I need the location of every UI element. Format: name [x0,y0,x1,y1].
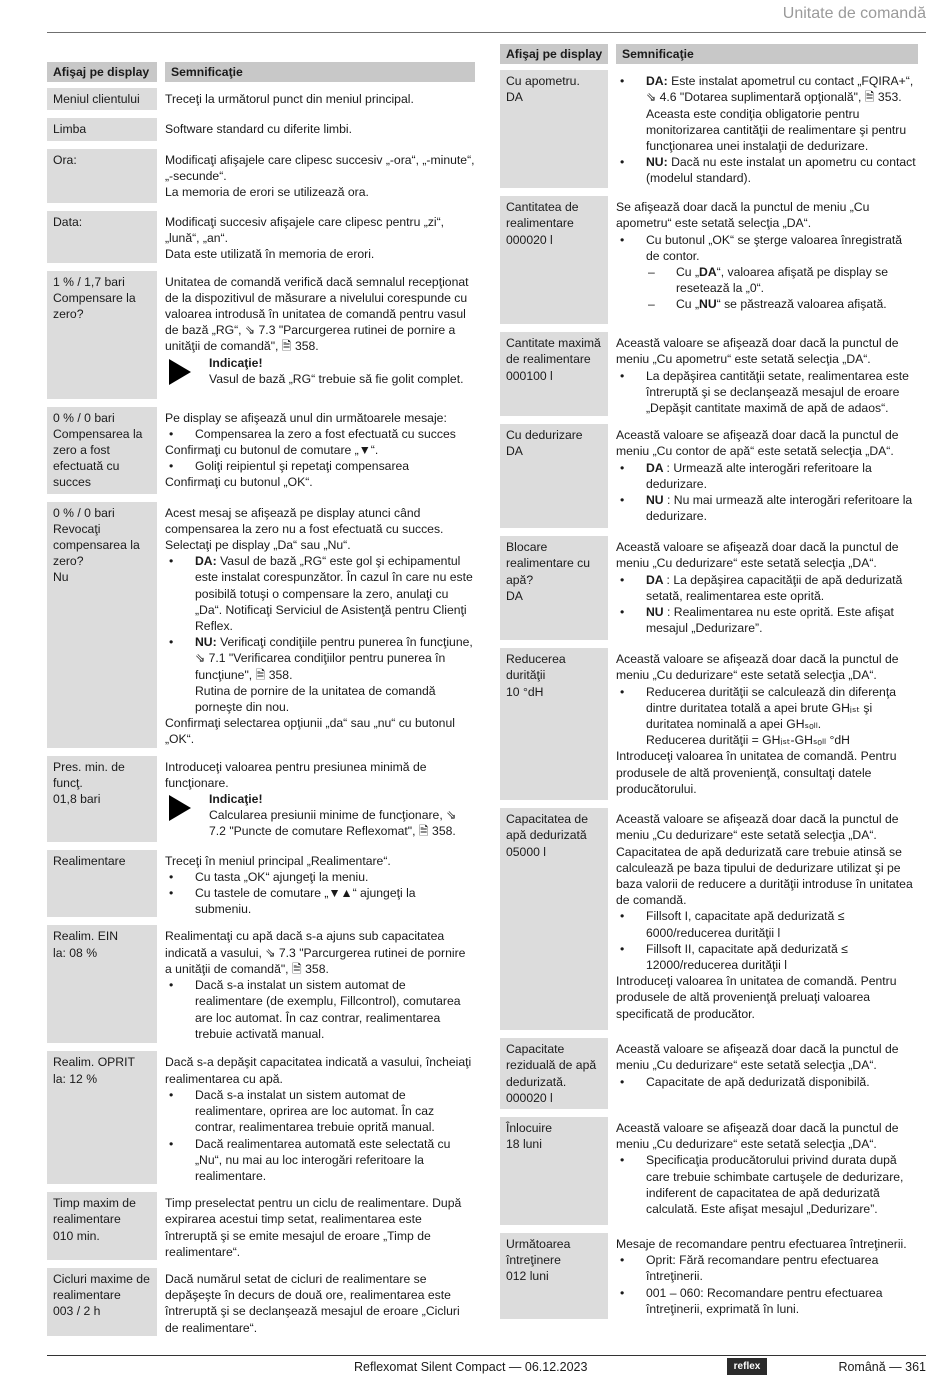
paragraph: Treceţi la următorul punct din meniul principal. [165,92,414,107]
bullet-icon: • [620,684,625,699]
paragraph: Confirmaţi cu butonul „OK“. [165,475,313,490]
table-row [500,424,918,528]
bullet-text: Dacă s-a instalat un sistem automat de realimentare (de exemplu, Fillcontrol), comutarea are loc automat. În caz contrar, realimentarea trebuie activată manual. [195,978,461,1041]
paragraph: Mesaje de recomandare pentru efectuarea întreţinerii. [616,1237,907,1252]
bullet-icon: • [620,1074,625,1089]
display-text: DA [506,90,523,105]
table-row [47,850,475,918]
table-row [500,1233,918,1319]
display-cell [47,502,157,748]
display-cell [500,648,608,800]
bullet-keyword: NU: [195,635,221,650]
display-text: Realim. EIN [53,929,119,944]
note-block [165,355,475,387]
display-text: la: 08 % [53,945,98,960]
dash-text: Cu „NU“ se păstrează valoarea afişată. [676,297,887,312]
bullet-icon: • [620,572,625,587]
paragraph: Dacă s-a depăşit capacitatea indicată a vasului, încheiaţi realimentarea cu apă. [165,1055,472,1086]
header-display-column: Afişaj pe display [500,44,608,64]
table-row [500,70,918,188]
left-table [47,62,475,1344]
display-text: Realim. OPRIT [53,1055,135,1070]
paragraph: Capacitatea de apă dedurizată care trebuie atinsă se calculează pe baza tipului de dedurizare utilizat şi pe baza valorii de reducere a durităţii introduse în unitatea de comandă. [616,844,913,908]
bullet-item [165,1136,475,1185]
bullet-item [165,458,475,474]
bullet-text: NU : Realimentarea nu este oprită. Este afişat mesajul „Dedurizare”. [646,605,894,636]
bullet-item [616,460,918,492]
bullet-item [616,232,918,264]
meaning-cell [608,196,918,324]
table-row [500,536,918,640]
table-row [47,118,475,140]
display-text: Cicluri maxime de realimentare [53,1271,150,1303]
display-cell [500,70,608,188]
bullet-text: 001 – 060: Recomandare pentru efectuarea întreţinerii, exprimată în luni. [646,1285,883,1316]
bullet-text: DA : La depăşirea capacităţii de apă dedurizată setată, realimentarea este oprită. [646,572,903,603]
table-row [47,1051,475,1184]
display-text: Data: [53,214,83,229]
meaning-cell [157,850,475,918]
meaning-cell [608,536,918,640]
bullet-text: DA: Este instalat apometrul cu contact „FQIRA+“, ⇘ 4.6 "Dotarea suplimentară opţională", 🗎 353. Aceasta este condiţia obligatorie pentru monitorizarea cantităţii de realimentare şi pentru funcţionarea unei instalaţii de dedurizare. [646,74,914,154]
bullet-icon: • [620,155,625,170]
display-cell [47,211,157,263]
display-cell [47,850,157,918]
bullet-icon: • [169,554,174,569]
bullet-icon: • [169,886,174,901]
display-text: Capacitatea de apă dedurizată [506,812,588,843]
display-cell [47,1268,157,1336]
bullet-item [616,572,918,604]
bullet-item [616,1074,918,1090]
bullet-item [165,634,475,683]
paragraph: Software standard cu diferite limbi. [165,122,352,137]
meaning-cell [157,1268,475,1336]
paragraph: Dacă numărul setat de cicluri de realimentare se depăşeşte în decurs de două ore, realimentarea este întreruptă şi se declanşează mesajul de eroare „Cicluri de realimentare“. [165,1271,460,1335]
display-text: 000100 l [506,368,553,383]
right-table [500,44,918,1327]
table-row [47,211,475,263]
bullet-icon: • [169,426,174,441]
display-text: Nu [53,570,69,585]
display-text: Limba [53,122,87,137]
table-row [47,1192,475,1260]
bullet-text: Dacă s-a instalat un sistem automat de realimentare, oprirea are loc automat. În caz contrar, realimentarea trebuie oprită manual. [195,1087,435,1135]
bullet-text: Goliţi reipientul şi repetaţi compensarea [195,459,410,474]
meaning-cell [608,332,918,416]
bullet-text: NU: Verificaţi condiţiile pentru punerea în funcţiune, ⇘ 7.1 "Verificarea condiţiilor pentru punerea în funcţiune", 🗎 358. [195,635,473,682]
display-cell [47,1192,157,1260]
display-text: 18 luni [506,1137,542,1152]
display-text: Compensarea la zero a fost efectuată cu succes [53,426,143,490]
dash-text: Cu „DA“, valoarea afişată pe display se resetează la „0“. [676,265,889,296]
paragraph: Această valoare se afişează doar dacă la punctul de meniu „Cu dedurizare“ este setată selecţia „DA“. [616,1121,899,1152]
paragraph: Confirmaţi selectarea opţiunii „da“ sau „nu“ cu butonul „OK“. [165,716,455,747]
display-text: Revocaţi compensarea la zero? [53,521,140,569]
paragraph: La memoria de erori se utilizează ora. [165,185,369,200]
bullet-text: NU : Nu mai urmează alte interogări referitoare la dedurizare. [646,493,913,524]
table-row [500,332,918,416]
paragraph: Introduceţi valoarea pentru presiunea minimă de funcţionare. [165,759,427,790]
bullet-keyword: DA: [646,74,672,89]
bullet-icon: • [620,1153,625,1168]
paragraph: Acest mesaj se afişează pe display atunci când compensarea la zero nu a fost efectuată cu succes. [165,505,444,536]
display-text: DA [506,588,523,603]
bullet-item [165,885,475,917]
paragraph: Confirmaţi cu butonul de comutare „▼“. [165,443,379,458]
bullet-icon: • [620,1285,625,1300]
meaning-cell [608,1038,918,1109]
display-cell [47,149,157,203]
meaning-cell [157,407,475,494]
bullet-icon: • [620,605,625,620]
bullet-text: DA : Urmează alte interogări referitoare la dedurizare. [646,460,872,491]
display-text: Timp maxim de realimentare [53,1196,136,1227]
header-display-column: Afişaj pe display [47,62,157,82]
bullet-item [165,1087,475,1136]
note-block [165,791,475,840]
bullet-text: Capacitate de apă dedurizată disponibilă. [646,1074,870,1089]
bullet-keyword: DA: [195,554,221,569]
bullet-text: Cu butonul „OK“ se şterge valoarea înregistrată de contor. [646,232,903,263]
bullet-item [616,492,918,524]
bullet-icon: • [620,1253,625,1268]
display-cell [500,332,608,416]
table-row [47,88,475,110]
bullet-item [616,154,918,186]
footer-document: Reflexomat Silent Compact — 06.12.2023 [354,1360,588,1374]
paragraph: Această valoare se afişează doar dacă la punctul de meniu „Cu dedurizare“ este setată selecţia „DA“. [616,652,899,683]
bullet-icon: • [169,869,174,884]
display-text: Cantitate maximă de realimentare [506,336,601,367]
bullet-keyword: NU [646,605,667,620]
display-cell [47,925,157,1043]
paragraph: Treceţi în meniul principal „Realimentare“. [165,853,391,868]
arrow-right-icon [165,355,209,383]
paragraph: Introduceţi valoarea în unitatea de comandă. Pentru produsele de altă provenienţă preluaţi valoarea specificată de producător. [616,974,897,1021]
table-row [500,1117,918,1225]
bullet-text: Cu tastele de comutare „▼▲“ ajungeţi la submeniu. [195,886,416,917]
bullet-text: Compensarea la zero a fost efectuată cu succes [195,426,456,441]
display-text: Pres. min. de funcţ. [53,759,125,790]
display-text: 05000 l [506,844,546,859]
meaning-cell [157,211,475,263]
table-row [500,808,918,1030]
display-cell [47,118,157,140]
note-body: Calcularea presiunii minime de funcţionare, ⇘ 7.2 "Puncte de comutare Reflexomat", 🗎 358. [209,808,457,839]
bullet-icon: • [169,1136,174,1151]
display-text: 000020 l [506,232,553,247]
display-cell [47,756,157,842]
dash-icon: – [648,265,655,280]
meaning-cell [608,1233,918,1319]
display-text: 01,8 bari [53,792,101,807]
bullet-text: NU: Dacă nu este instalat un apometru cu contact (modelul standard). [646,155,916,186]
bullet-keyword: NU [646,493,667,508]
paragraph: Această valoare se afişează doar dacă la punctul de meniu „Cu dedurizare“ este setată selecţia „DA“. [616,812,899,843]
display-cell [500,1038,608,1109]
display-cell [500,1117,608,1225]
dash-keyword: NU [699,297,717,312]
bullet-item [616,1152,918,1217]
display-cell [47,407,157,494]
display-text: 003 / 2 h [53,1304,101,1319]
table-header [500,44,918,64]
bullet-icon: • [620,909,625,924]
dash-icon: – [648,297,655,312]
display-text: Capacitate reziduală de apă dedurizată. [506,1042,597,1089]
display-text: Reducerea durităţii [506,652,566,683]
display-cell [47,1051,157,1184]
table-row [47,149,475,203]
bullet-icon: • [620,368,625,383]
note-text [209,791,475,840]
paragraph: Modificaţi afişajele care clipesc succesiv „-ora“, „-minute“, „-secunde“. [165,152,475,183]
bullet-text: Fillsoft I, capacitate apă dedurizată ≤ 6000/reducerea durităţii l [646,909,845,940]
meaning-cell [608,424,918,528]
display-cell [47,271,157,399]
table-row [47,407,475,494]
bullet-text: Fillsoft II, capacitate apă dedurizată ≤ 12000/reducerea durităţii l [646,941,848,973]
display-text: Următoarea întreţinere [506,1237,571,1268]
display-text: Blocare realimentare cu apă? [506,540,590,587]
display-text: 10 °dH [506,684,544,699]
bullet-icon: • [620,941,625,956]
dash-item [616,296,918,312]
display-text: 1 % / 1,7 bari [53,274,125,289]
dash-keyword: DA [699,265,717,280]
bullet-icon: • [620,460,625,475]
display-text: Ora: [53,152,77,167]
paragraph: Pe display se afişează unul din următoarele mesaje: [165,410,447,425]
display-text: 0 % / 0 bari [53,410,115,425]
meaning-cell [608,70,918,188]
footer-page: Română — 361 [838,1360,926,1374]
footer-divider [47,1355,926,1356]
display-cell [500,536,608,640]
display-text: Cu apometru. [506,74,580,89]
bullet-item [165,553,475,634]
display-text: Realimentare [53,853,126,868]
display-text: la: 12 % [53,1071,98,1086]
table-row [500,1038,918,1109]
meaning-cell [608,808,918,1030]
paragraph: Se afişează doar dacă la punctul de meniu „Cu apometru“ este setată selecţia „DA“. [616,200,870,231]
bullet-keyword: DA [646,572,667,587]
bullet-text: DA: Vasul de bază „RG“ este gol şi echipamentul este instalat corespunzător. În cazul în care nu este posibilă totuşi o compensare la zero, anulaţi cu „Da“. Notificaţi Serviciul de Asistenţă pentru Clienţi Reflex. [195,554,473,634]
table-row [47,925,475,1043]
table-row [500,196,918,324]
paragraph: Această valoare se afişează doar dacă la punctul de meniu „Cu apometru“ este setată selecţia „DA“. [616,336,899,367]
paragraph: Modificaţi succesiv afişajele care clipesc pentru „zi“, „lună“, „an“. [165,214,445,245]
note-heading: Indicaţie! [209,355,263,370]
reflex-logo: reflex [727,1358,767,1375]
display-text: Cu dedurizare [506,428,583,443]
arrow-right-icon [165,791,209,819]
display-cell [500,808,608,1030]
meaning-cell [608,648,918,800]
bullet-text: Reducerea durităţii se calculează din diferenţa dintre duritatea totală a apei brute GHᵢₛₜ şi duritatea nominală a apei GHₛₒₗₗ. [646,684,896,732]
table-row [500,648,918,800]
bullet-keyword: NU: [646,155,672,170]
paragraph: Această valoare se afişează doar dacă la punctul de meniu „Cu dedurizare“ este setată selecţia „DA“. [616,1042,899,1073]
bullet-text: La depăşirea cantităţii setate, realimentarea este întreruptă şi se declanşează mesajul de eroare „Depăşit cantitate maximă de apă de adaos“. [646,368,909,416]
paragraph: Data este utilizată în memoria de erori. [165,247,375,262]
bullet-icon: • [620,232,625,247]
table-row [47,756,475,842]
bullet-item [616,684,918,733]
table-header [47,62,475,82]
bullet-item [616,1285,918,1317]
display-cell [500,196,608,324]
note-text [209,355,475,387]
meaning-cell [608,1117,918,1225]
bullet-keyword: DA [646,460,667,475]
bullet-item [165,869,475,885]
bullet-icon: • [169,459,174,474]
bullet-item [165,426,475,442]
display-text: Compensare la zero? [53,290,136,322]
paragraph: Această valoare se afişează doar dacă la punctul de meniu „Cu dedurizare“ este setată selecţia „DA“. [616,540,899,571]
bullet-item [616,368,918,417]
display-text: 010 min. [53,1228,100,1243]
paragraph: Timp preselectat pentru un ciclu de realimentare. După expirarea acestui timp setat, realimentarea este întreruptă şi se emite mesajul de eroare „Timp de realimentare“. [165,1196,462,1259]
header-meaning-column: Semnificaţie [165,62,475,82]
display-text: Meniul clientului [53,92,140,107]
bullet-icon: • [169,635,174,650]
bullet-icon: • [620,74,625,89]
bullet-icon: • [169,1087,174,1102]
bullet-continuation: Rutina de pornire de la unitatea de comandă porneşte din nou. [195,683,436,715]
meaning-cell [157,149,475,203]
bullet-text: Dacă realimentarea automată este selectată cu „Nu“, nu mai au loc interogări referitoare la realimentare. [195,1136,451,1183]
meaning-cell [157,88,475,110]
bullet-text: Cu tasta „OK“ ajungeţi la meniu. [195,869,369,884]
table-row [47,502,475,748]
bullet-text: Specificaţia producătorului privind durata după care trebuie schimbate cartuşele de dedurizare, indiferent de capacitatea de apă dedurizată calculată. Este afişat mesajul „Dedurizare”. [646,1153,904,1217]
display-text: 0 % / 0 bari [53,505,115,520]
section-title: Unitate de comandă [782,5,926,22]
meaning-cell [157,502,475,748]
meaning-cell [157,756,475,842]
table-row [47,271,475,399]
bullet-item [165,977,475,1042]
meaning-cell [157,271,475,399]
meaning-cell [157,1192,475,1260]
bullet-item [616,941,918,973]
bullet-item [616,604,918,636]
header-meaning-column: Semnificaţie [616,44,918,64]
bullet-continuation: Reducerea durităţii = GHᵢₛₜ-GHₛₒₗₗ °dH [646,733,850,748]
display-text: Cantitatea de realimentare [506,200,579,231]
bullet-item [616,73,918,154]
display-text: DA [506,444,523,459]
display-cell [500,1233,608,1319]
paragraph: Introduceţi valoarea în unitatea de comandă. Pentru produsele de altă provenienţă, consultaţi datele producătorului. [616,749,897,796]
meaning-cell [157,118,475,140]
paragraph: Această valoare se afişează doar dacă la punctul de meniu „Cu contor de apă“ este setată selecţia „DA“. [616,428,899,459]
display-text: 000020 l [506,1090,553,1105]
paragraph: Realimentaţi cu apă dacă s-a ajuns sub capacitatea indicată a vasului, ⇘ 7.3 "Parcurgerea rutinei de pornire a unităţii de comandă", 🗎 358. [165,929,466,976]
display-text: Înlocuire [506,1121,553,1136]
header-divider [47,32,926,33]
table-row [47,1268,475,1336]
note-body: Vasul de bază „RG“ trebuie să fie golit complet. [209,371,464,386]
paragraph: Selectaţi pe display „Da“ sau „Nu“. [165,538,351,553]
bullet-text: Oprit: Fără recomandare pentru efectuarea întreţinerii. [646,1253,879,1284]
display-cell [47,88,157,110]
note-heading: Indicaţie! [209,792,263,807]
bullet-icon: • [620,493,625,508]
bullet-item [616,908,918,940]
bullet-item [616,1252,918,1284]
dash-item [616,264,918,296]
meaning-cell [157,925,475,1043]
display-text: 012 luni [506,1269,549,1284]
bullet-icon: • [169,978,174,993]
display-cell [500,424,608,528]
meaning-cell [157,1051,475,1184]
paragraph: Unitatea de comandă verifică dacă semnalul recepţionat de la dispozitivul de măsurare a nivelului corespunde cu valoarea introdusă în unitatea de comandă pentru vasul de bază „RG“, ⇘ 7.3 "Parcurgerea rutinei de pornire a unităţii de comandă", 🗎 358. [165,274,469,354]
